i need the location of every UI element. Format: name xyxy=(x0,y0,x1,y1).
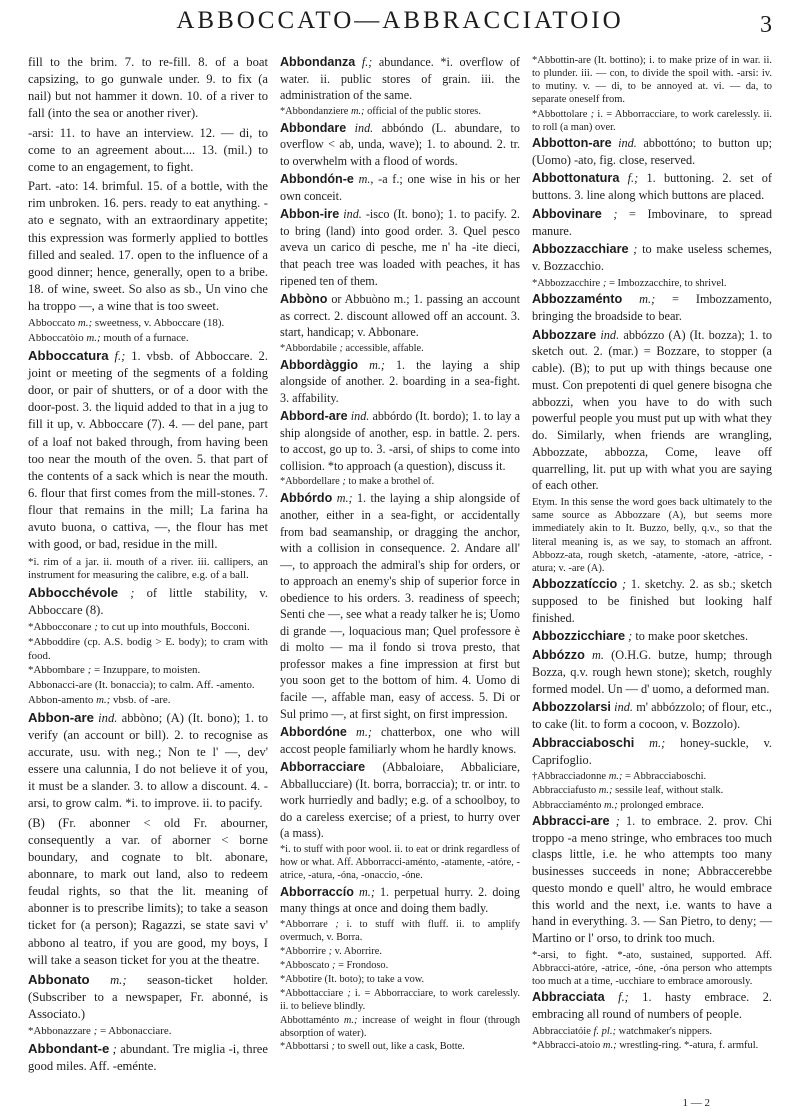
dictionary-entry xyxy=(28,332,268,346)
dictionary-entry xyxy=(28,317,268,331)
entry-definition: = Imbozzacchire, to shrivel. xyxy=(608,277,727,289)
entry-part-of-speech: ; xyxy=(622,577,627,592)
entry-part-of-speech: m.; xyxy=(369,357,385,372)
entry-headword: Abbracci-are xyxy=(532,813,610,828)
dictionary-entry xyxy=(280,884,520,917)
dictionary-entry xyxy=(280,724,520,757)
dictionary-entry xyxy=(28,125,268,176)
entry-part-of-speech: m.; xyxy=(110,972,127,987)
entry-headword: Abbon-are xyxy=(28,709,94,725)
running-header xyxy=(0,4,800,44)
entry-headword: Abbozzicchiare xyxy=(532,629,626,644)
dictionary-entry xyxy=(28,54,268,123)
entry-definition: (It. bonaccia); to calm. Aff. -amento. xyxy=(94,679,255,692)
entry-definition: to make poor sketches. xyxy=(635,629,749,644)
dictionary-entry xyxy=(280,1015,520,1041)
entry-part-of-speech: ; xyxy=(347,987,351,999)
dictionary-entry xyxy=(532,54,772,107)
dictionary-entry xyxy=(532,1025,772,1038)
entry-part-of-speech: m., xyxy=(358,172,374,187)
entry-part-of-speech: ; xyxy=(613,206,618,221)
dictionary-entry xyxy=(280,476,520,489)
dictionary-entry xyxy=(280,343,520,356)
dictionary-entry xyxy=(532,241,772,275)
entry-definition: v. Aborrire. xyxy=(334,945,382,957)
dictionary-entry xyxy=(280,1041,520,1054)
entry-part-of-speech: m.; xyxy=(604,799,618,811)
entry-headword: *Abbotire xyxy=(280,973,322,985)
entry-definition: season-ticket holder. (Subscriber to a newspaper, Fr. abonné, is Associato.) xyxy=(28,972,268,1022)
dictionary-entry xyxy=(532,699,772,733)
dictionary-entry xyxy=(532,576,772,626)
entry-definition: 1. to embrace. 2. prov. Chi troppo -a meno stringe, who embraces too much clasps little, i.e. he who attempts too many businesses succeeds in none; Abbraccerebbe questo mondo e quell' altro, he would embrace this world and the next, i.e. wants to have a hand in everything. 3. — San Pietro, to deny; — Martino or l' orso, to drink too much. xyxy=(532,813,773,945)
entry-part-of-speech: m.; xyxy=(639,292,656,307)
dictionary-entry xyxy=(280,408,520,474)
entry-definition: abbózzo (A) (It. bozza); 1. to sketch out. 2. (mar.) = Bozzare, to stopper (a cable). (B); to put up with things because one must. Con prepotenti di quel genere bisogna che abbozzi, when you have to do with such powerful people you must put up with what they do. Similarly, when friends are wrangling, Abbozzate, abbozza, Come, leave off quarrelling, lit. put up with what you are saying of each other. xyxy=(532,327,773,493)
dictionary-entry xyxy=(532,108,772,134)
entry-headword: †Abbracciadonne xyxy=(532,771,607,783)
column-1 xyxy=(28,54,268,1077)
entry-part-of-speech: ind. xyxy=(600,327,620,342)
entry-definition: (cp. A.S. bodig > E. body); to cram with food. xyxy=(28,636,268,662)
entry-part-of-speech: ; xyxy=(342,476,346,488)
dictionary-entry xyxy=(532,647,772,697)
entry-headword: *Abbondanziere xyxy=(280,105,349,117)
entry-part-of-speech: m.; xyxy=(336,491,353,506)
entry-headword: Abbòno xyxy=(280,292,328,307)
dictionary-entry xyxy=(280,946,520,959)
dictionary-entry xyxy=(28,815,268,969)
entry-definition: sessile leaf, without stalk. xyxy=(615,785,724,797)
entry-definition: = Frondoso. xyxy=(338,959,389,971)
entry-definition: = Imbozzamento, bringing the broadside to bear. xyxy=(532,292,772,323)
page-number: 3 xyxy=(760,12,772,38)
entry-definition: 1. the laying a ship alongside of another. 2. boarding in a sea-fight. 3. affability. xyxy=(280,357,520,405)
entry-headword: Abbozzare xyxy=(532,327,597,342)
column-3 xyxy=(532,54,772,1053)
entry-headword: *Abbordellare xyxy=(280,476,340,488)
entry-part-of-speech: f.; xyxy=(114,348,126,363)
entry-definition: Part. -ato: 14. brimful. 15. of a bottle, with the rim unbroken. 16. pers. ready to eat anything. -ato e segnato, with an extraordinary appetite; this expression was formerly applied to bottles filled and sealed. 17. open to the influence of a good dinner; hence, generally, open to a bribe. 18. of wine, sweet. So also as sb., Un vino che ha troppo —, a wine that is too sweet. xyxy=(28,179,268,314)
entry-definition: (B) (Fr. abonner < old Fr. abourner, consequently a var. of aborner < borne boundary, and cognate to blt. abonare, abonnare, to mark out land, also to redeem feudal rights, so that the lit. meaning of abonner is to prescribe limits); to take a season ticket for (a person); Ragazzi, se state savi v' abbono al teatro, if you are good, my boys, I will take a season ticket for you at the theatre. xyxy=(28,815,268,967)
entry-headword: Abbordàggio xyxy=(280,357,359,372)
entry-headword: *Abbordabile xyxy=(280,342,337,354)
entry-definition: 1. buttoning. 2. set of buttons. 3. line along which buttons are placed. xyxy=(532,171,773,203)
dictionary-entry xyxy=(280,206,520,289)
entry-part-of-speech: ; xyxy=(87,664,92,677)
entry-part-of-speech: m.; xyxy=(598,785,613,797)
dictionary-entry xyxy=(532,135,772,169)
dictionary-entry xyxy=(28,709,268,813)
entry-headword: *Abbonazzare xyxy=(28,1025,91,1038)
entry-definition: mouth of a furnace. xyxy=(103,332,189,345)
dictionary-entry xyxy=(28,1025,268,1039)
entry-headword: Abbózzo xyxy=(532,648,585,663)
entry-headword: Abbracciaménto xyxy=(532,799,602,811)
entry-definition: abbórdo (It. bordo); 1. to lay a ship alongside of another, esp. in battle. 2. pers. to accost, go up to. 3. -arsi, of ships to come into collision. *to approach (a question), discuss it. xyxy=(280,409,520,473)
entry-definition: abbóndo (L. abundare, to overflow < ab, unda, wave); 1. to abound. 2. tr. to overwhelm with a flood of words. xyxy=(280,120,520,168)
entry-headword: Abbozzaménto xyxy=(532,292,623,307)
dictionary-entry xyxy=(532,784,772,797)
entry-headword: *Abborrare xyxy=(280,918,328,930)
entry-definition: abundant. Tre miglia -i, three good miles. Aff. -eménte. xyxy=(28,1042,268,1074)
entry-definition: i. to stuff with fluff. ii. to amplify overmuch, v. Borra. xyxy=(280,918,520,943)
dictionary-entry xyxy=(28,178,268,315)
column-2 xyxy=(280,54,520,1055)
dictionary-entry xyxy=(28,347,268,554)
entry-headword: Abbozzolarsi xyxy=(532,700,611,715)
entry-headword: Abboccato xyxy=(28,317,76,330)
entry-headword: Abborraccío xyxy=(280,884,354,899)
entry-definition: chatterbox, one who will accost people familiarly whom he hardly knows. xyxy=(280,725,520,756)
entry-headword: Abbovinare xyxy=(532,206,602,221)
entry-definition: prolonged embrace. xyxy=(620,799,704,811)
entry-definition: i. = Abborracciare, to work carelessly. ii. to believe blindly. xyxy=(280,987,521,1012)
entry-definition: abbottóno; to button up; (Uomo) -ato, fig. close, reserved. xyxy=(532,135,772,167)
entry-definition: (Abbaloiare, Abbaliciare, Abballucciare) (It. borra, borraccia); tr. or intr. to work hurriedly and badly; e.g. of a schoolboy, to do a careless exercise; of a priest, to hurry over (a mass). xyxy=(280,760,520,841)
entry-part-of-speech: ; xyxy=(332,959,336,971)
dictionary-entry xyxy=(280,106,520,119)
entry-headword: Abbondare xyxy=(280,120,347,135)
entry-definition: m' abbózzolo; of flour, etc., to cake (lit. to form a cocoon, v. Bozzolo). xyxy=(532,700,772,732)
entry-part-of-speech: m.; xyxy=(359,884,375,899)
entry-part-of-speech: m.; xyxy=(86,332,101,345)
dictionary-entry xyxy=(28,636,268,663)
entry-definition: abundance. *i. overflow of water. ii. public stores of grain. iii. the administration of the same. xyxy=(280,55,520,103)
entry-headword: Abbordóne xyxy=(280,725,347,740)
entry-part-of-speech: ; xyxy=(628,629,633,644)
entry-definition: to swell out, like a cask, Botte. xyxy=(337,1041,465,1053)
dictionary-entry xyxy=(532,628,772,645)
entry-definition: to cut up into mouthfuls, Bocconi. xyxy=(100,621,250,634)
entry-headword: Abbracciata xyxy=(532,990,605,1005)
entry-definition: 1. sketchy. 2. as sb.; sketch supposed to be finished but looking half finished. xyxy=(532,577,772,625)
entry-definition: *i. to stuff with poor wool. ii. to eat or drink regardless of how or what. Aff. Abborracci-aménto, -atamente, -atóre, -atrice, -atura, -óna, -onaccio, -óne. xyxy=(280,843,520,881)
entry-definition: (It. bottino); i. to make prize of in war. ii. to plunder. iii. — con, to divide the spoil with. -arsi: iv. to mutiny. v. — di, to be annoyed at. vi. — da, to separate oneself from. xyxy=(532,55,773,106)
entry-headword: Abbon-ire xyxy=(280,207,340,222)
entry-headword: *Abboscato xyxy=(280,959,330,971)
dictionary-entry xyxy=(280,974,520,987)
dictionary-entry xyxy=(532,291,772,325)
entry-part-of-speech: m.; xyxy=(608,771,623,783)
entry-definition: 1. perpetual hurry. 2. doing many things at once and doing them badly. xyxy=(280,884,520,916)
dictionary-entry xyxy=(532,770,772,783)
dictionary-entry xyxy=(280,919,520,945)
entry-part-of-speech: ; xyxy=(615,813,620,828)
dictionary-entry xyxy=(28,679,268,693)
entry-part-of-speech: ; xyxy=(602,277,607,289)
entry-definition: official of the public stores. xyxy=(367,105,481,117)
entry-definition: wrestling-ring. *-atura, f. armful. xyxy=(619,1039,759,1051)
entry-headword: *Abbombare xyxy=(28,664,85,677)
entry-definition: of little stability, v. Abboccare (8). xyxy=(28,586,268,618)
entry-headword: Abbondant-e xyxy=(28,1041,110,1057)
entry-definition: vbsb. of -are. xyxy=(113,693,171,706)
entry-part-of-speech: m.; xyxy=(77,317,93,330)
entry-definition: honey-suckle, v. Caprifoglio. xyxy=(532,735,772,767)
entry-part-of-speech: ; xyxy=(93,1025,98,1038)
entry-definition: increase of weight in flour (through absorption of water). xyxy=(280,1014,520,1039)
dictionary-entry xyxy=(28,971,268,1023)
entry-headword: *Abbottolare xyxy=(532,108,588,120)
entry-definition: -arsi: 11. to have an interview. 12. — di, to come to an agreement about.... 13. (mil.) to come to an engagement, to fight. xyxy=(28,125,268,174)
entry-part-of-speech: ind. xyxy=(98,710,118,725)
entry-headword: Abbord-are xyxy=(280,409,348,424)
printer-signature: 1 — 2 xyxy=(682,1097,710,1109)
entry-headword: Abbozzacchiare xyxy=(532,242,629,257)
entry-definition: = Abbonacciare. xyxy=(100,1025,172,1038)
entry-definition: *i. rim of a jar. ii. mouth of a river. iii. callipers, an instrument for measuring the calibre, e.g. of a ball. xyxy=(28,555,268,582)
entry-definition: = Inzuppare, to moisten. xyxy=(93,664,201,677)
entry-headword: Abboccatura xyxy=(28,347,109,363)
entry-headword: Abbonato xyxy=(28,971,90,987)
entry-part-of-speech: m.; xyxy=(649,735,666,750)
entry-definition: *-arsi, to fight. *-ato, sustained, supported. Aff. Abbracci-atóre, -atrice, -óne, -óna person who attempts too much at a time, -ucchiare to embrace amorously. xyxy=(532,949,772,988)
dictionary-entry xyxy=(280,120,520,170)
dictionary-entry xyxy=(532,206,772,240)
dictionary-entry xyxy=(532,170,772,204)
entry-definition: 1. vbsb. of Abboccare. 2. joint or meeting of the segments of a folding door, or pair of shutters, or of a door with the door-post. 3. the liquid added to that in a jug to fill it up, v. Abboccare (7). 4. — del pane, part of a loaf not baked through, from having been too near the mouth of the oven. 5. that part of the contents of a sack which is near the mouth. 6. flour that first comes from the mill-stones. 7. flour that remains in the mill; La farina ha avuto buona, o cattiva, —, the flour has met with good, or bad, residue in the mill. xyxy=(28,348,268,552)
entry-headword: *Abbracci-atoio xyxy=(532,1039,601,1051)
entry-part-of-speech: f.; xyxy=(618,990,629,1005)
entry-part-of-speech: ind. xyxy=(618,135,637,150)
entry-headword: Abboccatòio xyxy=(28,332,84,345)
entry-definition: 1. hasty embrace. 2. embracing all round of numbers of people. xyxy=(532,990,772,1021)
entry-part-of-speech: m.; xyxy=(350,105,365,117)
entry-part-of-speech: ind. xyxy=(354,120,374,135)
entry-part-of-speech: ind. xyxy=(343,207,362,222)
dictionary-entry xyxy=(280,759,520,842)
entry-part-of-speech: ; xyxy=(112,1042,117,1057)
dictionary-entry xyxy=(280,988,520,1014)
dictionary-entry xyxy=(28,556,268,583)
entry-headword: Abbondanza xyxy=(280,55,356,69)
dictionary-entry xyxy=(280,171,520,204)
dictionary-entry xyxy=(532,799,772,812)
dictionary-entry xyxy=(532,277,772,290)
entry-part-of-speech: f.; xyxy=(361,55,373,69)
dictionary-entry xyxy=(28,694,268,708)
dictionary-entry xyxy=(532,989,772,1023)
dictionary-entry xyxy=(532,949,772,988)
dictionary-entry xyxy=(280,960,520,973)
entry-definition: to make useless schemes, v. Bozzacchio. xyxy=(532,242,772,274)
entry-definition: -isco (It. bono); 1. to pacify. 2. to bring (land) into good order. 3. Quel pesco aveva un carico di pesche, me n' ha -ite dieci, that peach tree was loaded with peaches, it has ripened ten of them. xyxy=(280,207,520,288)
entry-headword: Abbozzatíccio xyxy=(532,577,618,592)
entry-part-of-speech: m. xyxy=(592,648,604,663)
dictionary-entry xyxy=(28,664,268,678)
entry-part-of-speech: ; xyxy=(331,1041,335,1053)
dictionary-entry xyxy=(280,291,520,341)
dictionary-entry xyxy=(280,490,520,722)
dictionary-entry xyxy=(28,621,268,635)
entry-part-of-speech: f. pl.; xyxy=(593,1025,616,1037)
entry-part-of-speech: m.; xyxy=(602,1039,617,1051)
dictionary-entry xyxy=(28,1040,268,1075)
entry-headword: *Abbottin-are xyxy=(532,55,591,66)
entry-headword: *Abbocconare xyxy=(28,621,92,634)
entry-headword: *Abboddire xyxy=(28,636,81,649)
entry-headword: Abbonacci-are xyxy=(28,679,93,692)
dictionary-entry xyxy=(532,735,772,769)
entry-headword: Abbondón-e xyxy=(280,172,354,187)
entry-definition: 1. the laying a ship alongside of another, either in a sea-fight, or accidentally from bad seamanship, or dragging the anchor, with a collision in consequence. 2. Andare all' —, to approach the admiral's ship for orders, or to approach an enemy's ship of superior force in obedience to his orders. 3. readiness of speech; Senti che —, see what a ready talker he is; Uomo di grande —, loquacious man; Quel professore è di molto — ma il fondo si trova presto, that professor makes a fine impression at first but you soon get to the bottom of him. 4. Uomo di facile —, affable man, easy of access. 5. Di or Sul primo —, at first sight, on first impression. xyxy=(280,491,520,721)
dictionary-entry xyxy=(532,327,772,495)
entry-headword: Abbottaménto xyxy=(280,1014,340,1026)
entry-headword: Abbottonatura xyxy=(532,171,620,186)
entry-headword: Abborracciare xyxy=(280,760,366,775)
entry-definition: = Abbracciaboschi. xyxy=(625,771,707,783)
entry-part-of-speech: m.; xyxy=(96,693,111,706)
entry-part-of-speech: m.; xyxy=(343,1014,358,1026)
entry-definition: i. = Abborracciare, to work carelessly. ii. to roll (a man) over. xyxy=(532,108,772,133)
entry-part-of-speech: ; xyxy=(339,342,343,354)
entry-headword: Abbracciaboschi xyxy=(532,735,635,750)
entry-part-of-speech: ; xyxy=(130,586,135,601)
entry-definition: (It. boto); to take a vow. xyxy=(324,973,425,985)
entry-definition: to make a brothel of. xyxy=(348,476,435,488)
running-title: ABBOCCATO—ABBRACCIATOIO xyxy=(176,7,624,34)
dictionary-entry xyxy=(28,584,268,619)
entry-headword: *Abbozzacchire xyxy=(532,277,601,289)
entry-part-of-speech: ind. xyxy=(350,409,370,424)
entry-part-of-speech: ; xyxy=(590,108,595,120)
dictionary-entry xyxy=(532,813,772,947)
entry-headword: *Abbottarsi xyxy=(280,1041,329,1053)
dictionary-entry xyxy=(280,54,520,104)
entry-definition: watchmaker's nippers. xyxy=(618,1025,713,1037)
entry-part-of-speech: f.; xyxy=(627,171,639,186)
entry-definition: abbòno; (A) (It. bono); 1. to verify (an account or bill). 2. to recognise as accurate, usu. with neg.; Non te l' —, dev' essere una calunnia, I do not believe it of you, it must be a slander. 3. to allow a discount. 4. -arsi, to grow calm. *i. to improve. ii. to pacify. xyxy=(28,710,268,811)
entry-definition: accessible, affable. xyxy=(345,342,424,354)
entry-headword: Abbon-amento xyxy=(28,693,94,706)
entry-headword: Abbotton-are xyxy=(532,135,612,150)
entry-headword: Abbórdo xyxy=(280,491,333,506)
entry-headword: *Abbottacciare xyxy=(280,987,344,999)
entry-part-of-speech: ; xyxy=(94,621,98,634)
dictionary-entry xyxy=(280,844,520,883)
entry-part-of-speech: ; xyxy=(633,242,638,257)
dictionary-entry xyxy=(280,357,520,407)
entry-definition: sweetness, v. Abboccare (18). xyxy=(94,317,225,330)
entry-definition: Etym. In this sense the word goes back ultimately to the same source as Abbozzare (A), but seems more immediately akin to It. Buzzo, belly, q.v., so that the literal meaning is, as we say, to stomach an affront. Abbozz-ata, rough sketch, -atamente, -atore, -atrice, -atura; v. -are (A). xyxy=(532,497,772,574)
entry-definition: fill to the brim. 7. to re-fill. 8. of a boat capsizing, to go gunwale under. 9. to fix (a nail) but not hammer it down. 10. of a river to fall (into the sea or another river). xyxy=(28,55,268,121)
entry-headword: *Abborrire xyxy=(280,945,326,957)
entry-part-of-speech: ; xyxy=(335,918,339,930)
entry-headword: Abbracciafusto xyxy=(532,785,597,797)
entry-headword: Abbracciatóie xyxy=(532,1025,591,1037)
dictionary-entry xyxy=(532,1039,772,1052)
entry-definition: or Abbuòno m.; 1. passing an account as correct. 2. discount allowed off an account. 3. start, handicap; v. Abbonare. xyxy=(280,292,520,340)
entry-part-of-speech: ind. xyxy=(614,700,633,715)
entry-definition: (O.H.G. butze, hump; through Bozza, q.v. rough hewn stone); sketch, roughly formed model. Un — d' uomo, a deformed man. xyxy=(532,648,772,696)
entry-definition: = Imbovinare, to spread manure. xyxy=(532,206,772,238)
dictionary-entry xyxy=(532,496,772,575)
entry-part-of-speech: m.; xyxy=(356,725,372,740)
entry-headword: Abbocchévole xyxy=(28,585,119,601)
entry-definition: -a f.; one wise in his or her own conceit. xyxy=(280,172,520,203)
entry-part-of-speech: ; xyxy=(328,945,333,957)
